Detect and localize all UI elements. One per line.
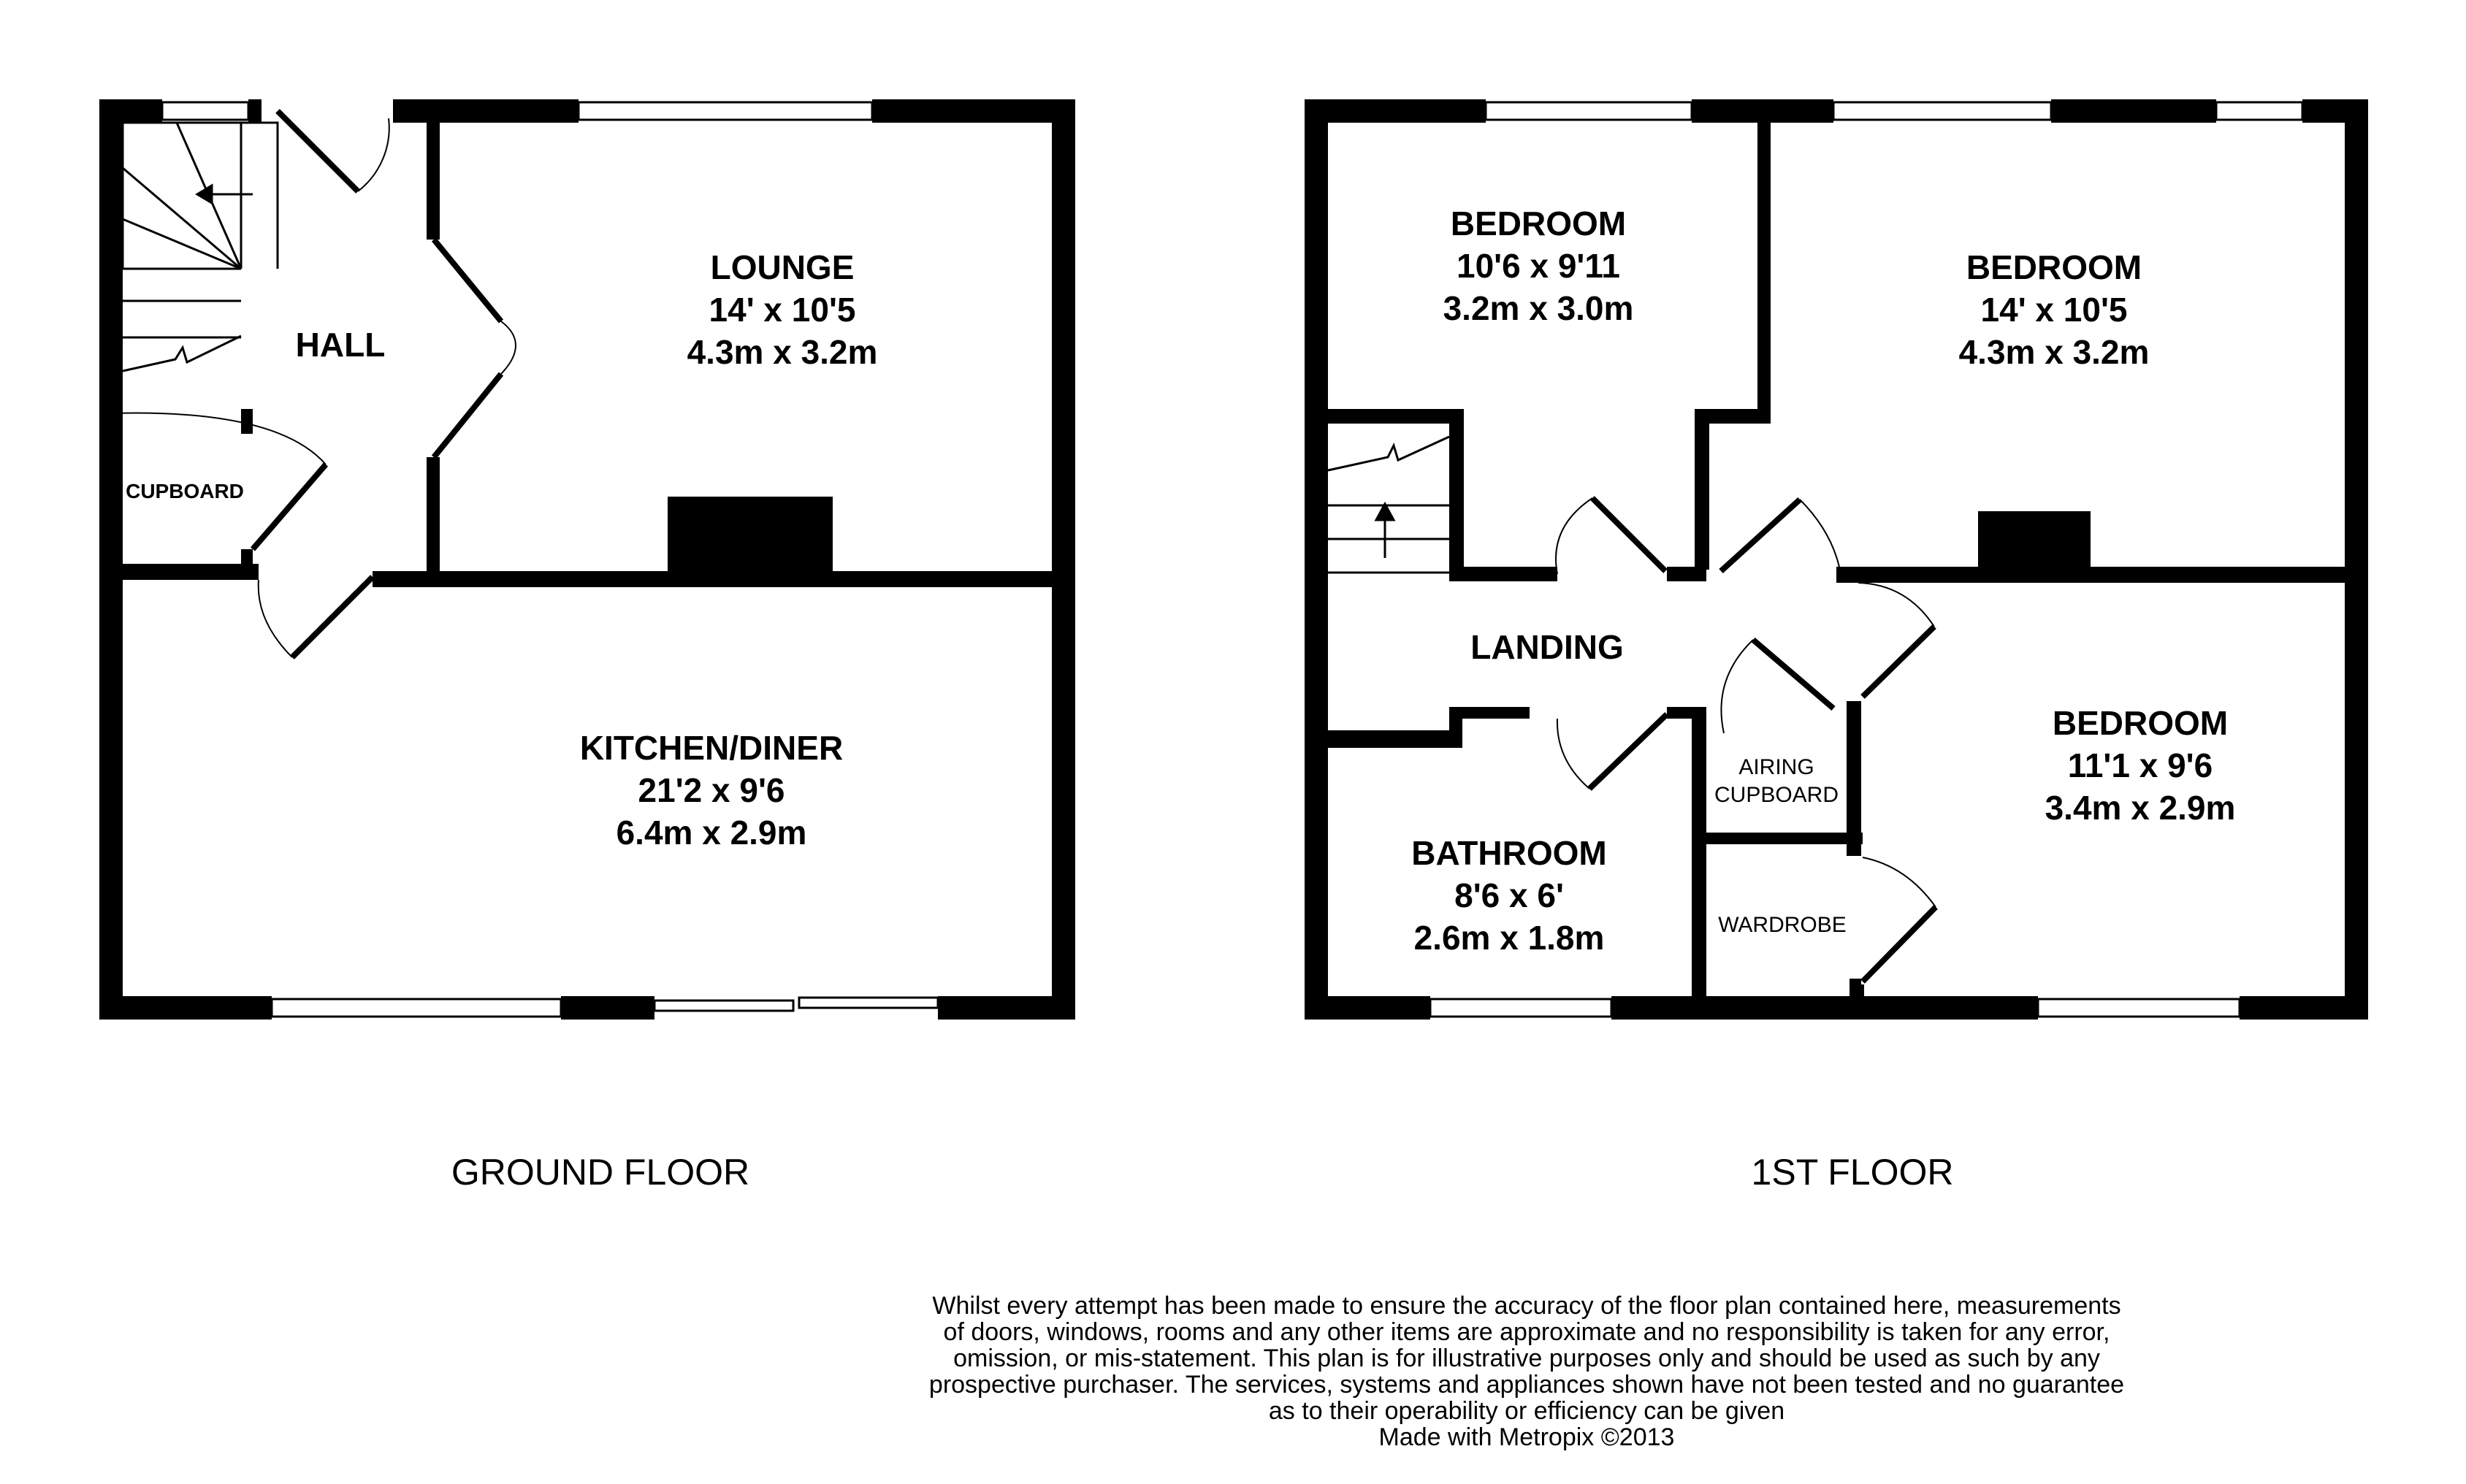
kitchen-diner-label xyxy=(580,729,843,852)
bedroom-3-imperial: 11'1 x 9'6 xyxy=(2067,746,2213,784)
lounge-imperial: 14' x 10'5 xyxy=(709,291,856,329)
bedroom-2-metric: 4.3m x 3.2m xyxy=(1958,333,2150,371)
airing-cupboard-line1: AIRING xyxy=(1738,755,1814,779)
bedroom-1-label xyxy=(1443,204,1634,327)
ground-floor-plan xyxy=(99,99,1075,1193)
first-floor-title: 1ST FLOOR xyxy=(1751,1152,1954,1193)
bathroom-label xyxy=(1411,834,1606,957)
disclaimer xyxy=(840,1293,2213,1450)
wardrobe-label: WARDROBE xyxy=(1718,913,1847,937)
lounge-label xyxy=(687,248,878,371)
credit-line: Made with Metropix ©2013 xyxy=(1378,1423,1675,1451)
bedroom-2-label xyxy=(1959,248,2150,371)
bathroom-metric: 2.6m x 1.8m xyxy=(1413,919,1605,957)
hall-label: HALL xyxy=(295,326,386,364)
bathroom-name: BATHROOM xyxy=(1411,834,1607,872)
disclaimer-line: omission, or mis-statement. This plan is for illustrative purposes only and should be used as such by any xyxy=(953,1345,2100,1372)
bedroom-2-imperial: 14' x 10'5 xyxy=(1980,291,2128,329)
cupboard-label: CUPBOARD xyxy=(126,480,244,502)
landing-label: LANDING xyxy=(1470,628,1624,666)
disclaimer-line: prospective purchaser. The services, systems and appliances shown have not been tested and no guarantee xyxy=(928,1371,2125,1399)
ground-floor-title: GROUND FLOOR xyxy=(451,1152,750,1193)
airing-cupboard-line2: CUPBOARD xyxy=(1714,783,1839,807)
kitchen-diner-metric: 6.4m x 2.9m xyxy=(616,814,807,852)
lounge-metric: 4.3m x 3.2m xyxy=(687,333,878,371)
lounge-name: LOUNGE xyxy=(710,248,855,286)
bedroom-3-name: BEDROOM xyxy=(2052,704,2229,742)
disclaimer-line: Whilst every attempt has been made to ensure the accuracy of the floor plan contained here, measurements xyxy=(932,1292,2121,1320)
first-floor-plan xyxy=(1305,99,2368,1193)
kitchen-diner-imperial: 21'2 x 9'6 xyxy=(638,771,785,809)
bedroom-1-metric: 3.2m x 3.0m xyxy=(1443,289,1634,327)
airing-cupboard-label xyxy=(1714,755,1839,807)
bedroom-3-metric: 3.4m x 2.9m xyxy=(2045,789,2236,827)
disclaimer-line: as to their operability or efficiency can be given xyxy=(1268,1397,1785,1425)
bedroom-1-imperial: 10'6 x 9'11 xyxy=(1457,247,1620,285)
bathroom-imperial: 8'6 x 6' xyxy=(1454,876,1564,914)
disclaimer-line: of doors, windows, rooms and any other items are approximate and no responsibility is taken for any error, xyxy=(943,1318,2110,1346)
bedroom-1-name: BEDROOM xyxy=(1450,204,1627,242)
first-floor-stairs xyxy=(1328,437,1449,573)
ground-floor-walls xyxy=(99,99,1075,1020)
kitchen-diner-name: KITCHEN/DINER xyxy=(579,729,844,767)
bedroom-3-label xyxy=(2045,704,2236,827)
ground-floor-stairs xyxy=(123,123,278,371)
bedroom-2-name: BEDROOM xyxy=(1966,248,2142,286)
